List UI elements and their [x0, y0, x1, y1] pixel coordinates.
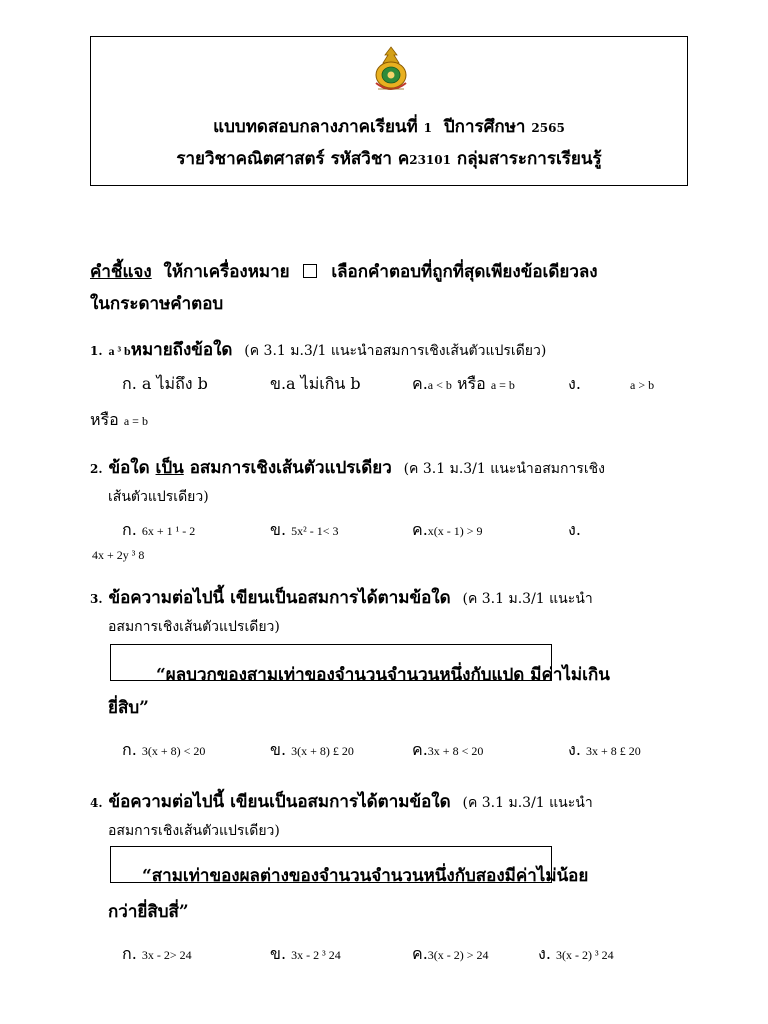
header-box	[90, 36, 688, 186]
q1-option-d[interactable]: ง. a > b	[568, 374, 655, 393]
q4-quote-line-1: “สามเท่าของผลต่างของจำนวนจำนวนหนึ่งกับสองมีค่าไม่น้อย	[142, 866, 589, 886]
school-emblem-logo	[370, 45, 412, 97]
q4-option-d[interactable]: ง. 3(x - 2) ³ 24	[538, 944, 614, 963]
q2-option-d[interactable]: ง.	[568, 520, 581, 539]
q3-option-a[interactable]: ก. 3(x + 8) < 20	[122, 740, 206, 759]
question-2: 2. ข้อใด เป็น อสมการเชิงเส้นตัวแปรเดียว (ค 3.1 ม.3/1 แนะนำอสมการเชิง	[90, 458, 605, 478]
question-4: 4. ข้อความต่อไปนี้ เขียนเป็นอสมการได้ตามข้อใด (ค 3.1 ม.3/1 แนะนำ	[90, 792, 593, 812]
instruction-line-1: คำชี้แจง ให้กาเครื่องหมาย เลือกคำตอบที่ถูกที่สุดเพียงข้อเดียวลง	[90, 262, 598, 282]
q2-option-c[interactable]: ค.x(x - 1) > 9	[412, 520, 483, 539]
question-2-note-cont: เส้นตัวแปรเดียว)	[108, 489, 209, 505]
checkbox-symbol-icon	[303, 264, 317, 278]
question-4-note-cont: อสมการเชิงเส้นตัวแปรเดียว)	[108, 823, 280, 839]
exam-title: แบบทดสอบกลางภาคเรียนที่ 1 ปีการศึกษา 2565	[213, 117, 565, 137]
q3-quote-line-2: ยี่สิบ”	[108, 698, 149, 718]
q3-option-d[interactable]: ง. 3x + 8 £ 20	[568, 740, 641, 759]
q3-quote-line-1: “ผลบวกของสามเท่าของจำนวนจำนวนหนึ่งกับแปด มีค่าไม่เกิน	[156, 665, 610, 685]
q4-option-a[interactable]: ก. 3x - 2> 24	[122, 944, 192, 963]
q2-option-b[interactable]: ข. 5x² - 1< 3	[270, 520, 339, 539]
q4-quote-line-2: กว่ายี่สิบสี่”	[108, 902, 189, 922]
q1-option-b[interactable]: ข.a ไม่เกิน b	[270, 374, 361, 393]
q4-option-b[interactable]: ข. 3x - 2 ³ 24	[270, 944, 341, 963]
subject-line: รายวิชาคณิตศาสตร์ รหัสวิชา ค23101 กลุ่มสาระการเรียนรู้	[176, 149, 602, 169]
question-3: 3. ข้อความต่อไปนี้ เขียนเป็นอสมการได้ตามข้อใด (ค 3.1 ม.3/1 แนะนำ	[90, 588, 593, 608]
q3-option-b[interactable]: ข. 3(x + 8) £ 20	[270, 740, 354, 759]
q1-option-d-cont: หรือ a = b	[90, 410, 148, 429]
q1-option-c[interactable]: ค.a < b หรือ a = b	[412, 374, 515, 393]
question-1: 1. a ³ bหมายถึงข้อใด (ค 3.1 ม.3/1 แนะนำอสมการเชิงเส้นตัวแปรเดียว)	[90, 340, 547, 360]
question-3-note-cont: อสมการเชิงเส้นตัวแปรเดียว)	[108, 619, 280, 635]
q1-option-a[interactable]: ก. a ไม่ถึง b	[122, 374, 208, 393]
instruction-line-2: ในกระดาษคำตอบ	[90, 294, 224, 314]
q2-option-d-cont: 4x + 2y ³ 8	[92, 548, 145, 562]
q4-option-c[interactable]: ค.3(x - 2) > 24	[412, 944, 489, 963]
q2-option-a[interactable]: ก. 6x + 1 ¹ - 2	[122, 520, 196, 539]
q3-option-c[interactable]: ค.3x + 8 < 20	[412, 740, 484, 759]
